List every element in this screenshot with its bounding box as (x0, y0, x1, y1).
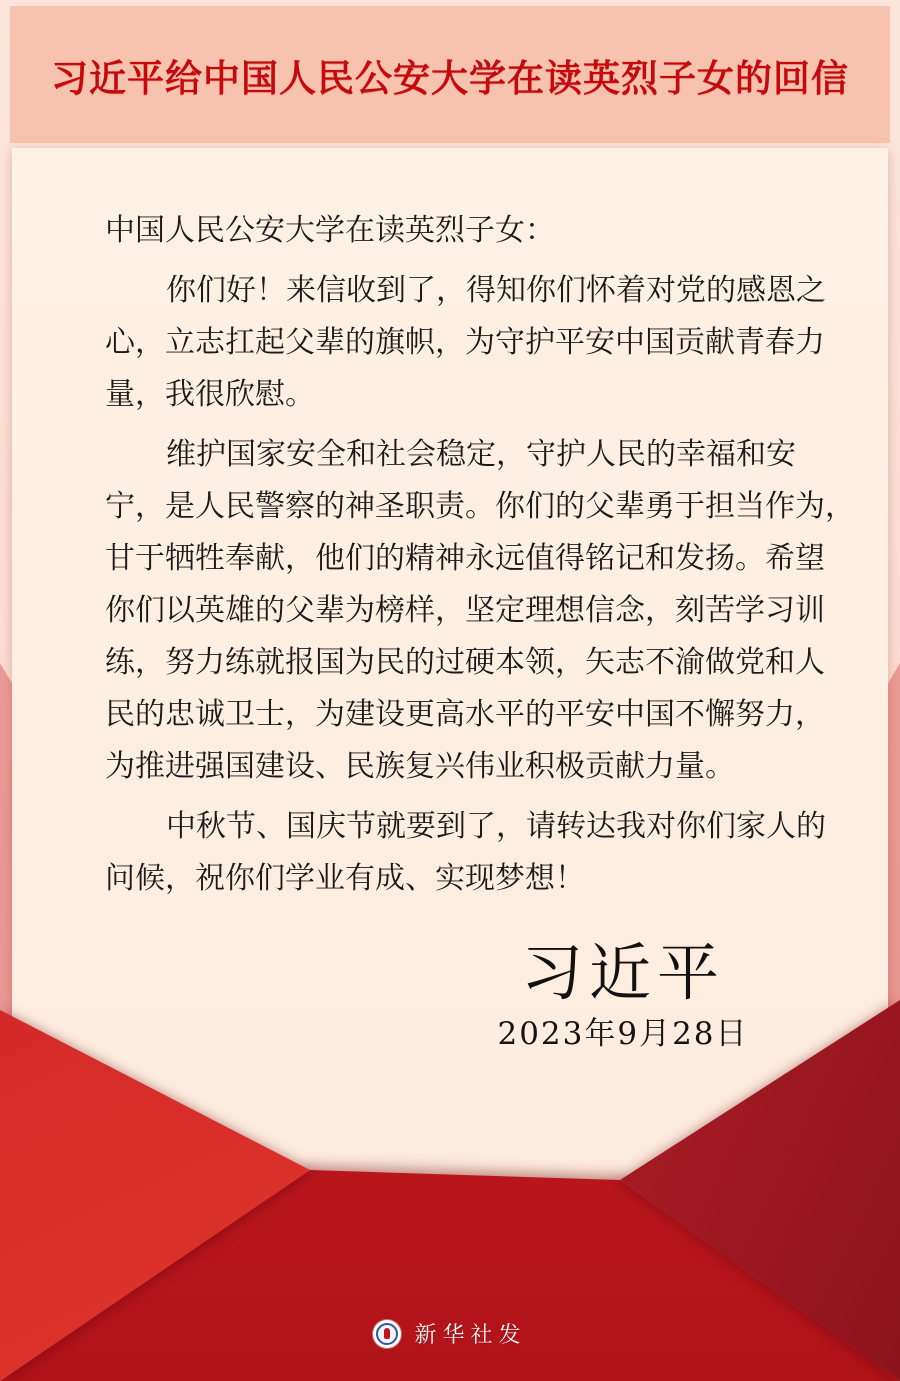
signature: 习近平 (520, 936, 725, 1009)
letter-line: 练，努力练就报国为民的过硬本领，矢志不渝做党和人 (105, 645, 825, 680)
letter-line: 中秋节、国庆节就要到了，请转达我对你们家人的 (166, 809, 826, 844)
xinhua-torch-icon (384, 1328, 390, 1339)
letter-line: 为推进强国建设、民族复兴伟业积极贡献力量。 (105, 749, 735, 784)
credit-text: 新华社发 (414, 1323, 527, 1348)
letter-line: 甘于牺牲奉献，他们的精神永远值得铭记和发扬。希望 (105, 541, 825, 576)
letter-line: 宁，是人民警察的神圣职责。你们的父辈勇于担当作为， (105, 489, 855, 524)
footer-credit (0, 1318, 900, 1349)
letter-line: 心，立志扛起父辈的旗帜，为守护平安中国贡献青春力 (105, 325, 825, 360)
letter-date: 2023年9月28日 (497, 1016, 749, 1052)
letter-line: 量，我很欣慰。 (105, 377, 315, 412)
letter-line: 民的忠诚卫士，为建设更高水平的平安中国不懈努力， (105, 697, 825, 732)
letter-line-salutation: 中国人民公安大学在读英烈子女： (105, 213, 555, 248)
xinhua-logo-icon (373, 1320, 401, 1348)
xinhua-logo-ring (376, 1323, 398, 1345)
letter-line: 维护国家安全和社会稳定，守护人民的幸福和安 (166, 437, 796, 472)
letter-line: 你们以英雄的父辈为榜样，坚定理想信念，刻苦学习训 (105, 593, 825, 628)
letter-line: 问候，祝你们学业有成、实现梦想！ (105, 861, 585, 896)
page-title: 习近平给中国人民公安大学在读英烈子女的回信 (51, 55, 849, 100)
letter-line: 你们好！来信收到了，得知你们怀着对党的感恩之 (166, 273, 826, 308)
